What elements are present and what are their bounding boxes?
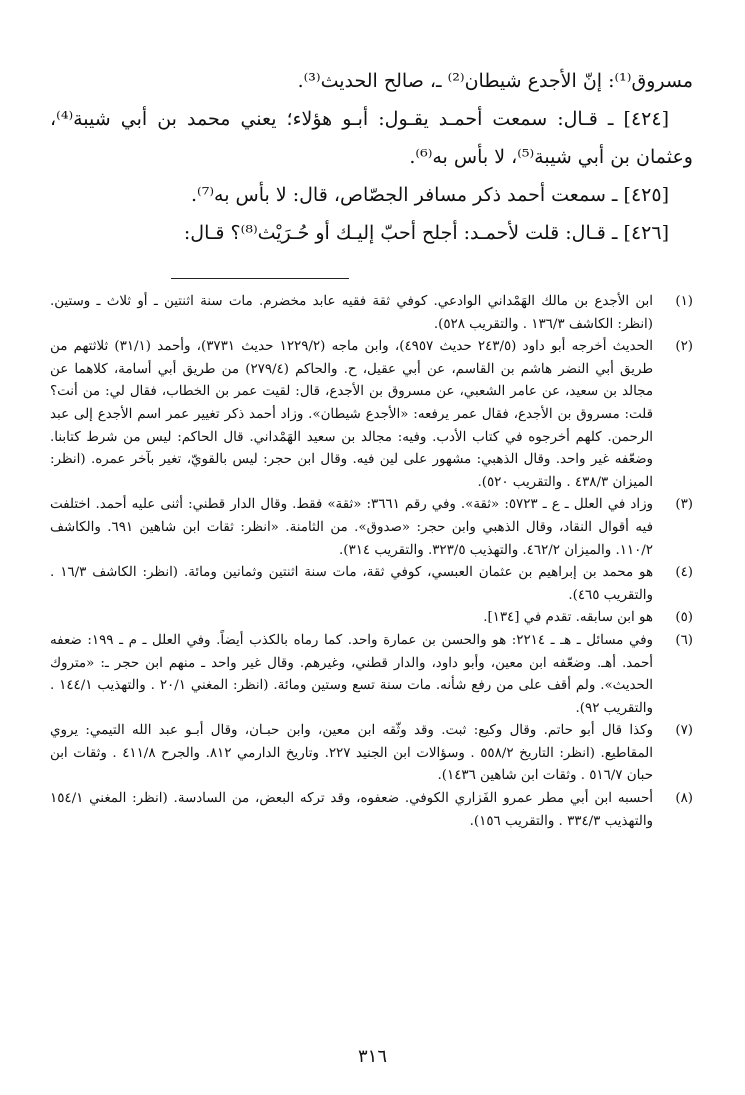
- footnote: [50, 630, 693, 720]
- footnote-number: (٢): [675, 339, 693, 355]
- footnote-text: هو ابن سابقه. تقدم في [١٣٤].: [483, 610, 653, 626]
- footnote-text: وكذا قال أبو حاتم. وقال وكيع: ثبت. وقد وثّقه ابن معين، وابن حبـان، وقال أبـو عبد الله التيمي: يروي المقاطيع. (انظر: التاريخ ٥٥٨/٢ . وسؤالات ابن الجنيد ٢٢٧. وتاريخ الدارمي ٨١٢. والجرح ٤١١/٨ . وثقات ابن حبان ٥١٦/٧ . وثقات ابن شاهين ١٤٣٦).: [50, 723, 653, 784]
- footnote-text: وزاد في العلل ـ ع ـ ٥٧٢٣: «ثقة». وفي رقم ٣٦٦١: «ثقة» فقط. وقال الدار قطني: أثنى عليه أحمد. اختلفت فيه أقوال النقاد، وقال الذهبي وابن حجر: «صدوق». من الثامنة. «انظر: ثقات ابن شاهين ٦٩١. والكاشف ١١٠/٢. والميزان ٤٦٢/٢. والتهذيب ٣٢٣/٥. والتقريب ٣١٤).: [50, 497, 654, 558]
- footnote-number: (٨): [675, 791, 693, 807]
- paragraph-424: [٤٢٤] ـ قـال: سمعت أحمـد يقـول: أبـو هؤلاء؛ يعني محمد بن أبي شيبة⁽⁴⁾، وعثمان بن أبي شيبة⁽⁵⁾، لا بأس به⁽⁶⁾.: [50, 108, 693, 168]
- footnote-text: ابن الأجدع بن مالك الهَمْداني الوادعي. كوفي ثقة فقيه عابد مخضرم. مات سنة اثنتين ـ أو ثلاث ـ وستين. (انظر: الكاشف ١٣٦/٣ . والتقريب ٥٢٨).: [50, 294, 653, 332]
- page-number: ٣١٦: [357, 1046, 387, 1067]
- footnote: [50, 720, 693, 788]
- footnote: [50, 494, 693, 562]
- paragraph-425: [٤٢٥] ـ سمعت أحمد ذكر مسافر الجصّاص، قال: لا بأس به⁽⁷⁾.: [191, 184, 669, 206]
- footnote-text: هو محمد بن إبراهيم بن عثمان العبسي، كوفي ثقة، مات سنة اثنتين وثمانين ومائة. (انظر: الكاشف ١٦/٣ . والتقريب ٤٦٥).: [50, 565, 654, 603]
- main-text: [50, 62, 693, 252]
- paragraph-426: [٤٢٦] ـ قـال: قلت لأحمـد: أجلح أحبّ إليـك أو حُـرَيْث⁽⁸⁾؟ قـال:: [183, 222, 669, 244]
- footnote: [50, 291, 693, 336]
- footnote-number: (١): [675, 294, 693, 309]
- footnotes: [50, 291, 693, 833]
- footnote-divider: [171, 278, 349, 279]
- footnote: [50, 607, 693, 630]
- footnote-text: وفي مسائل ـ هـ ـ ٢٢١٤: هو والحسن بن عمارة واحد. كما رماه بالكذب أيضاً. وفي العلل ـ م ـ ١٩٩: ضعفه أحمد. أهـ. وضعّفه ابن معين، وأبو داود، والدار قطني، وغيرهم. وقال غير واحد ـ منهم ابن حجر ـ: «متروك الحديث». ولم أقف على من رفع شأنه. مات سنة تسع وستين ومائة. (انظر: المغني ٢٠/١ . والتهذيب ١٤٤/١ . والتقريب ٩٢).: [50, 632, 653, 716]
- footnote-number: (٦): [675, 632, 693, 648]
- footnote-text: أحسبه ابن أبي مطر عمرو الفَزاري الكوفي. ضعفوه، وقد تركه البعض، من السادسة. (انظر: المغني ١٥٤/١ والتهذيب ٣٣٤/٣ . والتقريب ١٥٦).: [50, 791, 653, 829]
- page-body: [50, 62, 693, 833]
- footnote-number: (٥): [675, 610, 693, 626]
- main-line-1: مسروق⁽¹⁾: إنّ الأجدع شيطان⁽²⁾ ـ، صالح الحديث⁽³⁾.: [297, 70, 693, 92]
- footnote-number: (٣): [675, 497, 693, 513]
- footnote-text: الحديث أخرجه أبو داود (٢٤٣/٥ حديث ٤٩٥٧)، وابن ماجه (١٢٢٩/٢ حديث ٣٧٣١)، وأحمد (٣١/١) ثلاثتهم من طريق أبي النضر هاشم بن القاسم، عن أبي عقيل، ح. والحاكم (٢٧٩/٤) من طريق أبي أسامة، كلاهما عن مجالد بن سعيد، عن عامر الشعبي، عن مسروق بن الأجدع، قال: لقيت عمر بن الخطاب، فقال لي: من أنت؟ قلت: مسروق بن الأجدع، فقال عمر يرفعه: «الأجدع شيطان». وزاد أحمد ذكر تغيير عمر اسم الأجدع إلى عبد الرحمن. كلهم أخرجوه في كتاب الأدب. وفيه: مجالد بن سعيد الهَمْداني. قال الحاكم: ليس من شرط كتابنا. وضعّفه غير واحد. وقال الذهبي: مشهور على لين فيه. وقال ابن حجر: ليس بالقويّ، تغير بآخر عمره. (انظر: الميزان ٤٣٨/٣ . والتقريب ٥٢٠).: [50, 339, 653, 490]
- footnote-number: (٧): [675, 723, 693, 739]
- footnote-number: (٤): [675, 565, 693, 581]
- footnote: [50, 336, 693, 494]
- footnote: [50, 562, 693, 607]
- footnote: [50, 788, 693, 833]
